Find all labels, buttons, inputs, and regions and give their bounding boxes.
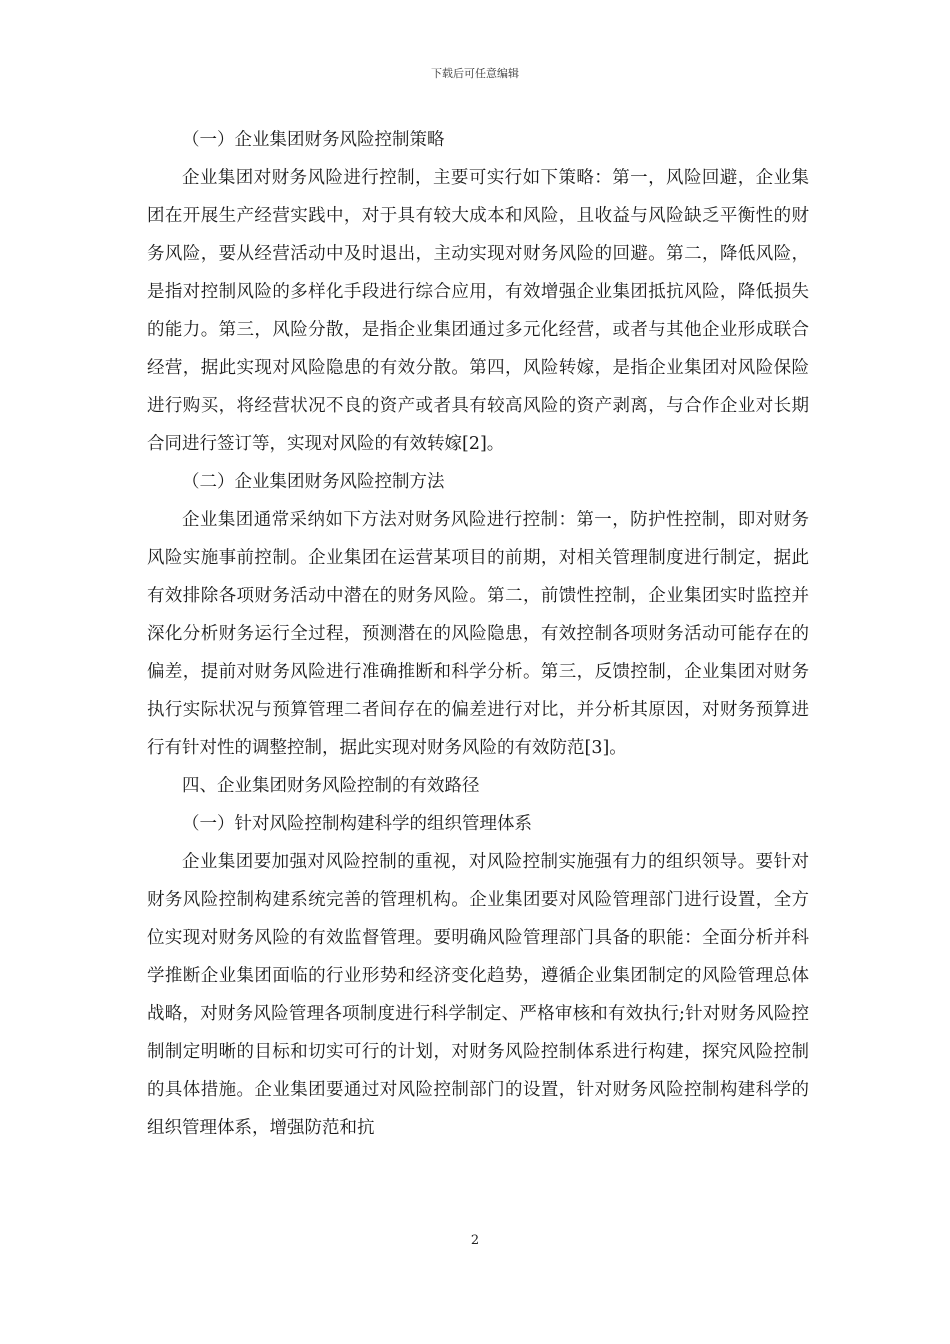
chapter-heading-paths: 四、企业集团财务风险控制的有效路径 <box>182 776 480 796</box>
section-heading-organization: （一）针对风险控制构建科学的组织管理体系 <box>182 814 532 834</box>
paragraph-methods: 企业集团通常采纳如下方法对财务风险进行控制：第一，防护性控制，即对财务风险实施事前控制。企业集团在运营某项目的前期，对相关管理制度进行制定，据此有效排除各项财务活动中潜在的财务风险。第二，前馈性控制，企业集团实时监控并深化分析财务运行全过程，预测潜在的风险隐患，有效控制各项财务活动可能存在的偏差，提前对财务风险进行准确推断和科学分析。第三，反馈控制，企业集团对财务执行实际状况与预算管理二者间存在的偏差进行对比，并分析其原因，对财务预算进行有针对性的调整控制，据此实现对财务风险的有效防范[3]。 <box>147 510 809 758</box>
page-number: 2 <box>470 1233 480 1248</box>
paragraph-strategy: 企业集团对财务风险进行控制，主要可实行如下策略：第一，风险回避，企业集团在开展生产经营实践中，对于具有较大成本和风险，且收益与风险缺乏平衡性的财务风险，要从经营活动中及时退出，主动实现对财务风险的回避。第二，降低风险，是指对控制风险的多样化手段进行综合应用，有效增强企业集团抵抗风险，降低损失的能力。第三，风险分散，是指企业集团通过多元化经营，或者与其他企业形成联合经营，据此实现对风险隐患的有效分散。第四，风险转嫁，是指企业集团对风险保险进行购买，将经营状况不良的资产或者具有较高风险的资产剥离，与合作企业对长期合同进行签订等，实现对风险的有效转嫁[2]。 <box>147 168 809 454</box>
page-header: 下载后可任意编辑 <box>431 67 519 80</box>
document-body <box>147 121 809 1147</box>
section-heading-methods: （二）企业集团财务风险控制方法 <box>182 472 445 492</box>
section-heading-strategy: （一）企业集团财务风险控制策略 <box>182 130 445 150</box>
paragraph-organization: 企业集团要加强对风险控制的重视，对风险控制实施强有力的组织领导。要针对财务风险控制构建系统完善的管理机构。企业集团要对风险管理部门进行设置，全方位实现对财务风险的有效监督管理。要明确风险管理部门具备的职能：全面分析并科学推断企业集团面临的行业形势和经济变化趋势，遵循企业集团制定的风险管理总体战略，对财务风险管理各项制度进行科学制定、严格审核和有效执行;针对财务风险控制制定明晰的目标和切实可行的计划，对财务风险控制体系进行构建，探究风险控制的具体措施。企业集团要通过对风险控制部门的设置，针对财务风险控制构建科学的组织管理体系，增强防范和抗 <box>147 852 809 1138</box>
